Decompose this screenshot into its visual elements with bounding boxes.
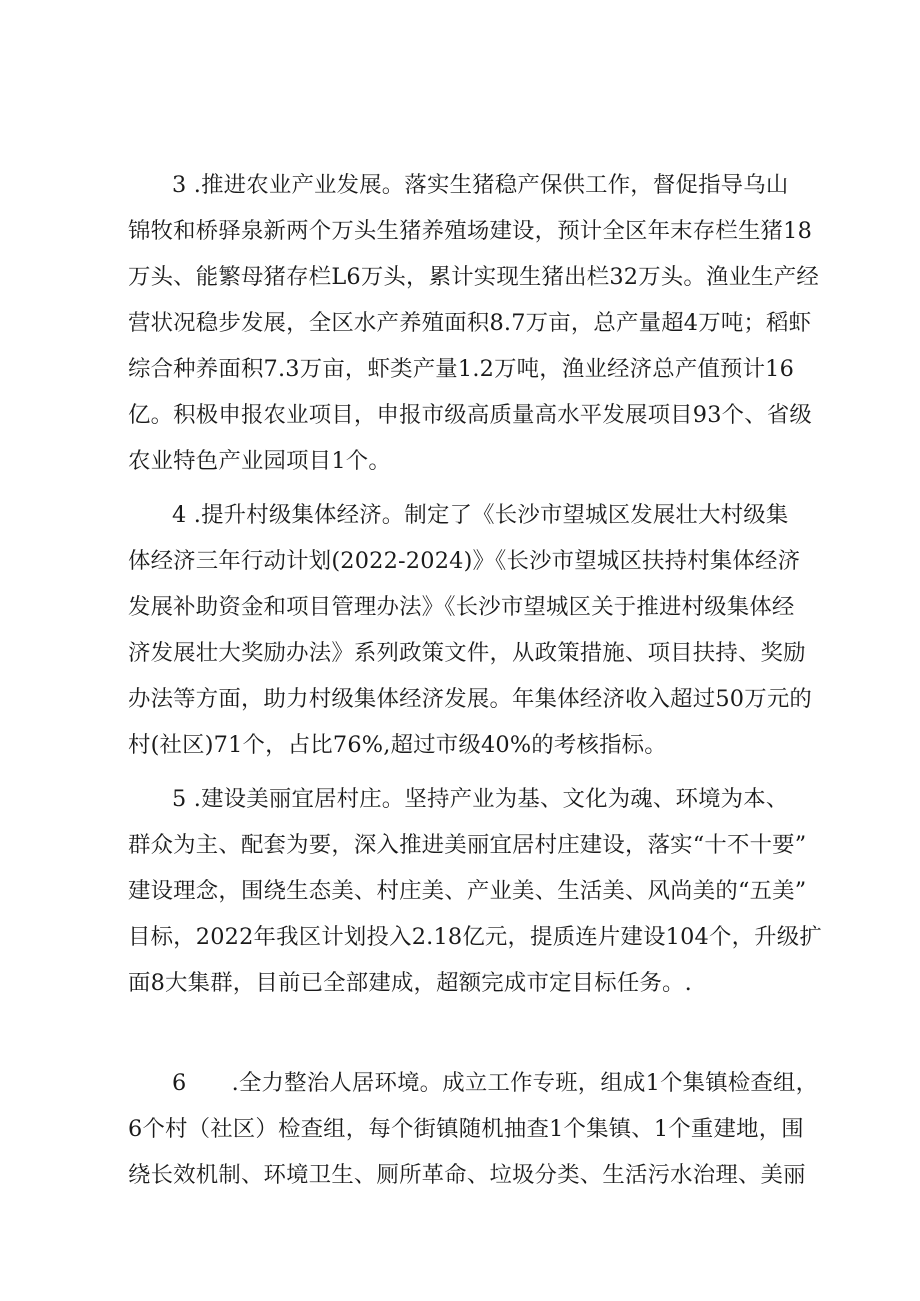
text-line: 3 .推进农业产业发展。落实生猪稳产保供工作，督促指导乌山 <box>172 172 789 198</box>
text-line: 锦牧和桥驿泉新两个万头生猪养殖场建设，预计全区年末存栏生猪18 <box>128 218 813 244</box>
text-line: 6个村（社区）检查组，每个街镇随机抽查1个集镇、1个重建地，围 <box>128 1116 804 1142</box>
text-line: 亿。积极申报农业项目，申报市级高质量高水平发展项目93个、省级 <box>128 402 813 428</box>
text-line: 目标，2022年我区计划投入2.18亿元，提质连片建设104个，升级扩 <box>128 924 822 950</box>
text-line: 村(社区)71个，占比76%,超过市级40%的考核指标。 <box>128 732 667 758</box>
text-line: 绕长效机制、环境卫生、厕所革命、垃圾分类、生活污水治理、美丽 <box>128 1162 806 1188</box>
text-line: 4 .提升村级集体经济。制定了《长沙市望城区发展壮大村级集 <box>172 502 789 528</box>
text-line: 发展补助资金和项目管理办法》《长沙市望城区关于推进村级集体经 <box>128 594 795 620</box>
text-line: 面8大集群，目前已全部建成，超额完成市定目标任务。. <box>128 970 692 996</box>
paragraph-agriculture <box>128 162 819 484</box>
text-line: 综合种养面积7.3万亩，虾类产量1.2万吨，渔业经济总产值预计16 <box>128 356 795 382</box>
text-line: 5 .建设美丽宜居村庄。坚持产业为基、文化为魂、环境为本、 <box>172 786 789 812</box>
text-line: 体经济三年行动计划(2022-2024)》《长沙市望城区扶持村集体经济 <box>128 548 801 574</box>
text-line: 建设理念，围绕生态美、村庄美、产业美、生活美、风尚美的“五美” <box>128 878 807 904</box>
text-line: 办法等方面，助力村级集体经济发展。年集体经济收入超过50万元的 <box>128 686 813 712</box>
paragraph-collective-economy <box>128 492 813 768</box>
text-line: 群众为主、配套为要，深入推进美丽宜居村庄建设，落实“十不十要” <box>128 832 807 858</box>
text-line: 农业特色产业园项目1个。 <box>128 448 391 474</box>
paragraph-living-environment <box>128 1060 819 1198</box>
text-line: 6 .全力整治人居环境。成立工作专班，组成1个集镇检查组， <box>172 1070 819 1096</box>
paragraph-livable-villages <box>128 776 822 1006</box>
text-line: 济发展壮大奖励办法》系列政策文件，从政策措施、项目扶持、奖励 <box>128 640 806 666</box>
text-line: 万头、能繁母猪存栏L6万头，累计实现生猪出栏32万头。渔业生产经 <box>128 264 819 290</box>
text-line: 营状况稳步发展，全区水产养殖面积8.7万亩，总产量超4万吨；稻虾 <box>128 310 812 336</box>
